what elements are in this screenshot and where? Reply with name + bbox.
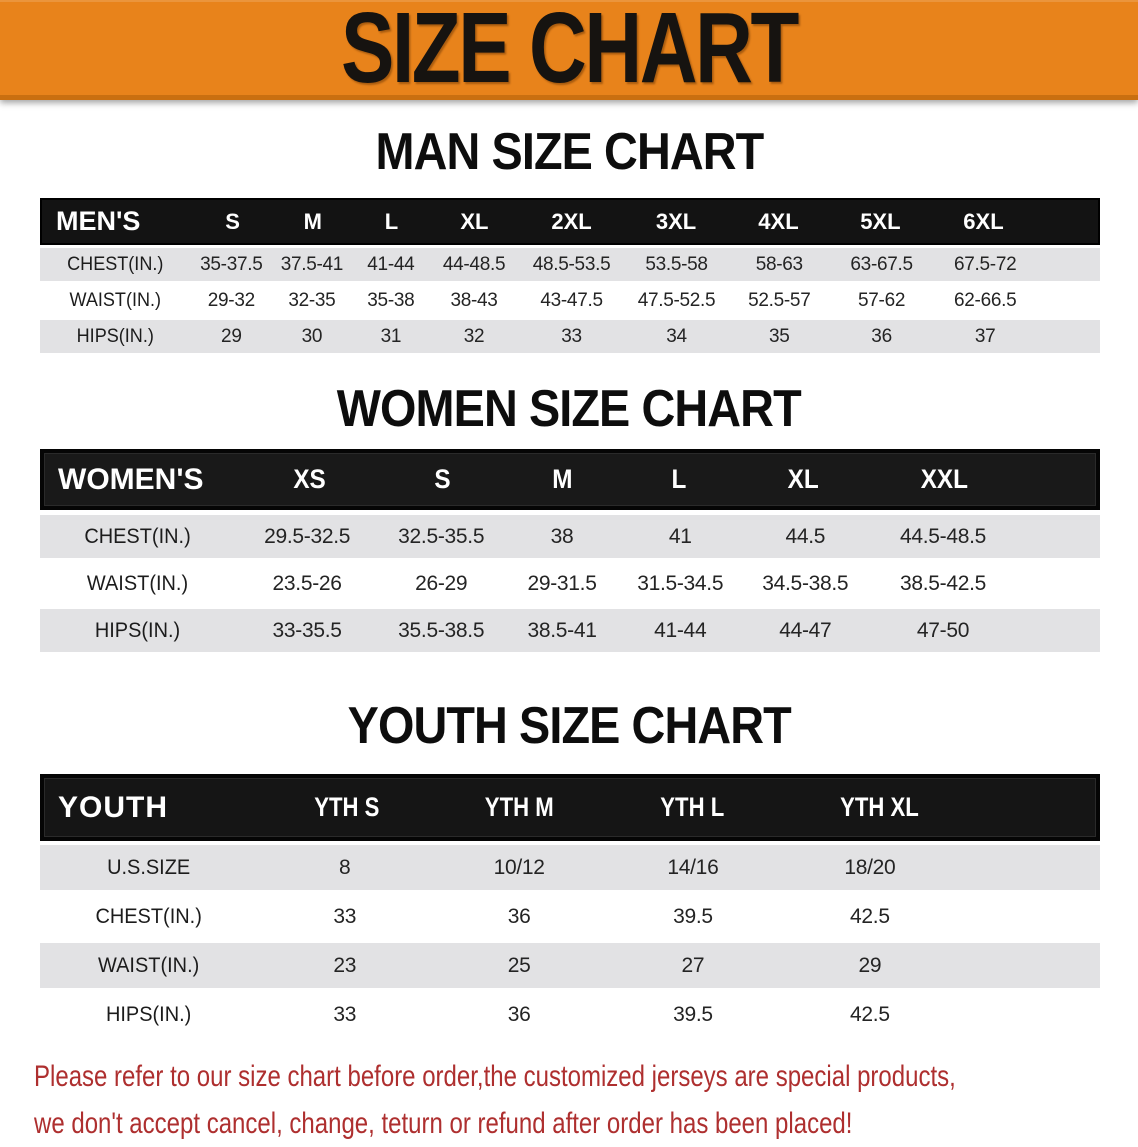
size-value: 35.5-38.5 [398,618,485,642]
row-label: WAIST(IN.) [98,953,200,977]
disclaimer-note [34,1053,1138,1147]
size-value: 67.5-72 [954,253,1017,275]
size-value: 34.5-38.5 [762,571,849,595]
row-label: U.S.SIZE [107,855,191,879]
size-value: 10/12 [493,855,545,879]
youth-waist-row [40,943,1100,988]
column-header: 6XL [963,208,1004,234]
youth-table-header-row [40,774,1100,841]
size-value: 23.5-26 [272,571,342,595]
size-value: 31.5-34.5 [637,571,724,595]
column-header: 2XL [551,208,592,234]
size-value: 35 [769,325,790,347]
youth-size-chart-heading [0,696,1138,756]
size-value: 29.5-32.5 [264,524,351,548]
column-header: 5XL [860,208,901,234]
size-value: 33-35.5 [272,618,342,642]
size-value: 39.5 [673,1002,713,1026]
women-waist-row [40,562,1100,605]
men-chest-row [40,248,1100,281]
column-header: YTH S [313,792,380,822]
women-chest-row [40,515,1100,558]
size-value: 33 [561,325,582,347]
size-value: 29-32 [207,289,255,311]
size-value: 38.5-41 [527,618,597,642]
size-value: 42.5 [850,904,890,928]
size-value: 39.5 [673,904,713,928]
men-hips-row [40,320,1100,353]
size-value: 25 [507,953,531,977]
youth-group-label: YOUTH [58,790,168,824]
youth-chest-row [40,894,1100,939]
women-group-label: WOMEN'S [58,462,204,496]
size-value: 36 [507,904,531,928]
men-size-table [40,198,1100,353]
size-value: 63-67.5 [850,253,913,275]
column-header: L [671,464,687,494]
size-value: 31 [380,325,402,347]
youth-hips-row [40,992,1100,1037]
size-value: 38.5-42.5 [899,571,987,595]
column-header: M [551,464,573,494]
size-value: 8 [339,855,351,879]
size-value: 36 [871,325,892,347]
size-value: 29 [221,325,242,347]
size-value: 37.5-41 [280,253,344,275]
column-header: XL [460,208,489,234]
column-header: S [434,464,451,494]
men-table-header-row [40,198,1100,245]
column-header: L [384,208,399,234]
size-value: 43-47.5 [540,289,603,311]
size-value: 47.5-52.5 [637,289,716,311]
row-label: WAIST(IN.) [69,289,162,311]
column-header: XL [787,464,820,494]
size-chart-banner [0,0,1138,104]
women-table-header-row [40,449,1100,510]
size-value: 18/20 [844,855,896,879]
men-group-label: MEN'S [56,206,141,236]
disclaimer-line-1: Please refer to our size chart before order,the customized jerseys are special products, [34,1060,956,1093]
size-value: 32-35 [288,289,336,311]
column-header: XXL [920,464,968,494]
size-value: 33 [333,1002,357,1026]
size-value: 33 [333,904,357,928]
column-header: M [303,208,322,234]
size-value: 52.5-57 [748,289,811,311]
size-value: 35-37.5 [200,253,263,275]
size-value: 44-48.5 [442,253,506,275]
size-value: 53.5-58 [645,253,708,275]
youth-size-chart-title: YOUTH SIZE CHART [347,697,791,755]
banner-title: SIZE CHART [341,0,797,104]
size-value: 37 [974,325,996,347]
disclaimer-line-2: we don't accept cancel, change, teturn or refund after order has been placed! [34,1107,853,1140]
size-value: 38 [550,524,574,548]
size-value: 26-29 [415,571,468,595]
size-value: 38-43 [450,289,498,311]
size-value: 32 [463,325,485,347]
column-header: YTH XL [840,792,920,822]
column-header: 4XL [758,208,799,234]
row-label: WAIST(IN.) [86,571,189,595]
women-size-chart-title: WOMEN SIZE CHART [337,380,801,438]
column-header: 3XL [655,208,697,234]
size-value: 29 [858,953,882,977]
column-header: XS [292,464,326,494]
row-label: HIPS(IN.) [94,618,181,642]
size-value: 47-50 [916,618,970,642]
youth-size-table [40,774,1100,1037]
size-value: 41-44 [367,253,415,275]
size-value: 41 [668,524,692,548]
size-value: 41-44 [654,618,707,642]
row-label: HIPS(IN.) [105,1002,192,1026]
size-value: 58-63 [755,253,803,275]
row-label: HIPS(IN.) [76,325,154,347]
women-hips-row [40,609,1100,652]
size-value: 44.5 [785,524,826,548]
column-header: YTH M [485,792,554,822]
size-value: 62-66.5 [954,289,1017,311]
size-value: 27 [681,953,705,977]
size-value: 44.5-48.5 [899,524,987,548]
size-value: 35-38 [367,289,415,311]
column-header: S [225,208,240,234]
man-size-chart-heading [0,122,1138,182]
size-value: 57-62 [858,289,906,311]
size-value: 14/16 [667,855,719,879]
row-label: CHEST(IN.) [95,904,202,928]
size-value: 48.5-53.5 [532,253,611,275]
size-value: 34 [666,325,687,347]
column-header: YTH L [660,792,724,822]
row-label: CHEST(IN.) [84,524,191,548]
row-label: CHEST(IN.) [67,253,164,275]
size-value: 23 [333,953,357,977]
women-size-table [40,449,1100,652]
size-value: 29-31.5 [527,571,597,595]
women-size-chart-heading [0,379,1138,439]
size-value: 44-47 [779,618,832,642]
size-value: 30 [301,325,323,347]
man-size-chart-title: MAN SIZE CHART [375,123,763,181]
size-value: 36 [507,1002,531,1026]
size-value: 42.5 [850,1002,890,1026]
men-waist-row [40,284,1100,317]
size-value: 32.5-35.5 [398,524,485,548]
youth-ussize-row [40,845,1100,890]
